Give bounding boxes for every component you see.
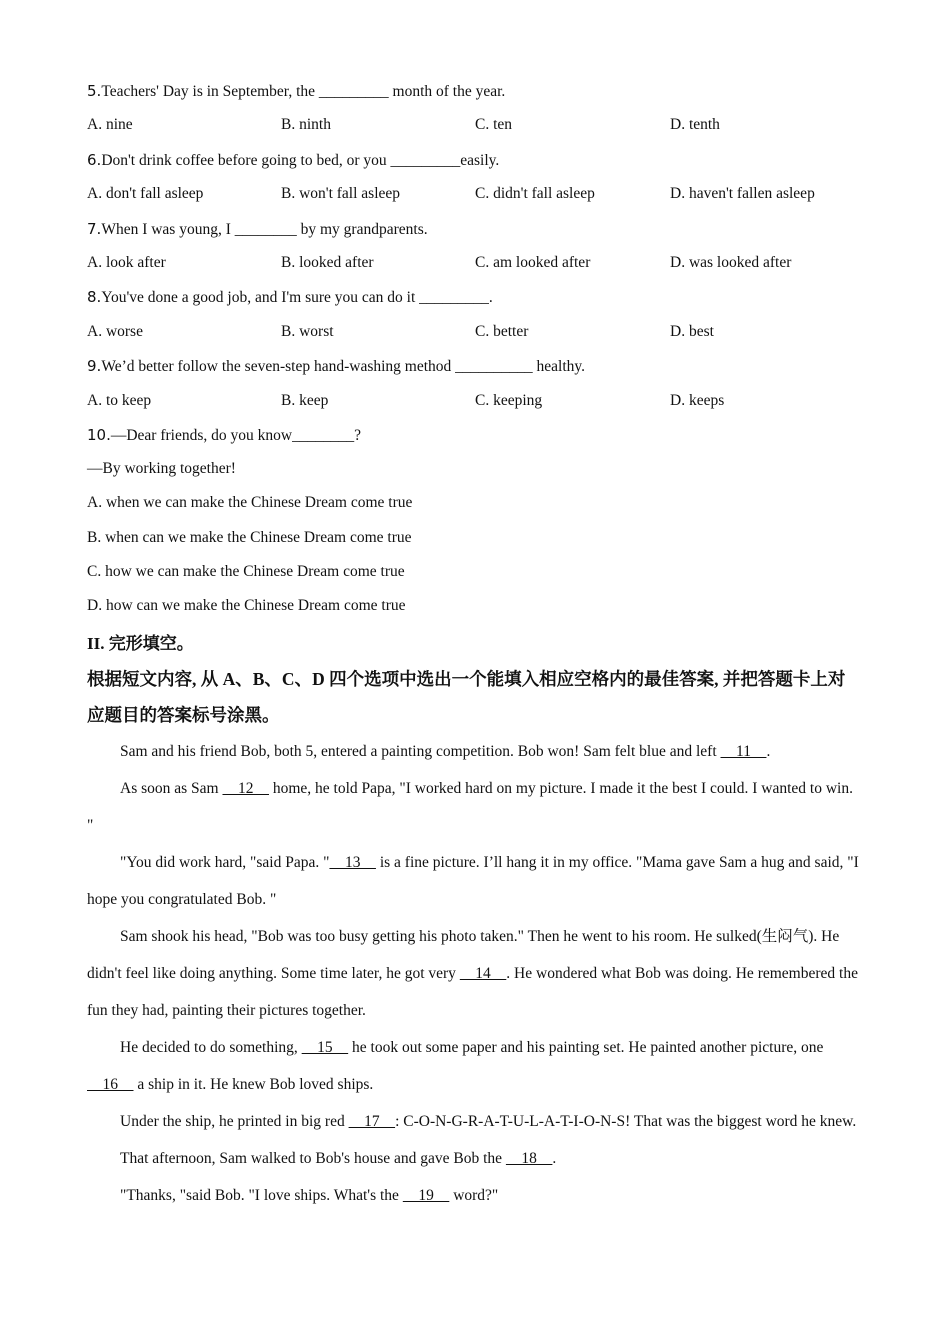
- option-d: D. keeps: [670, 391, 725, 409]
- question-8-options: [87, 319, 859, 353]
- blank-14: 14: [459, 965, 507, 983]
- passage-text: . He wondered what Bob was doing. He remembered the fun they had, painting their pictures together.: [87, 965, 858, 1020]
- question-number: 10.: [87, 425, 111, 444]
- blank-19: 19: [402, 1187, 450, 1205]
- passage-paragraph: [87, 918, 859, 1029]
- passage-text: home, he told Papa, "I worked hard on my picture. I made it the best I could. I wanted to win. ": [87, 780, 853, 835]
- question-6-options: [87, 181, 859, 215]
- option-c: C. didn't fall asleep: [475, 185, 595, 203]
- blank-16: 16: [87, 1076, 134, 1094]
- passage-text: .: [766, 743, 771, 761]
- question-text: Teachers' Day is in September, the _________ month of the year.: [101, 83, 506, 100]
- passage-text: As soon as Sam: [120, 780, 223, 798]
- question-7: [87, 216, 859, 250]
- question-10-reply: —By working together!: [87, 460, 236, 478]
- blank-13: 13: [329, 854, 376, 872]
- question-text: When I was young, I ________ by my grandparents.: [101, 220, 428, 238]
- passage-text: That afternoon, Sam walked to Bob's house and gave Bob the: [120, 1150, 506, 1168]
- question-text: We’d better follow the seven-step hand-washing method __________ healthy.: [101, 358, 586, 376]
- question-number: 7.: [87, 219, 102, 238]
- question-number: 9.: [87, 357, 102, 376]
- passage-text: he took out some paper and his painting set. He painted another picture, one: [348, 1039, 824, 1057]
- passage-text: "You did work hard, "said Papa. ": [120, 854, 330, 872]
- question-number: 6.: [87, 150, 102, 169]
- option-d: D. best: [670, 322, 714, 340]
- question-text: —Dear friends, do you know________?: [110, 426, 361, 444]
- passage-paragraph: [87, 1103, 859, 1140]
- question-7-options: [87, 250, 859, 284]
- blank-18: 18: [505, 1150, 553, 1168]
- question-number: 8.: [87, 288, 102, 307]
- option-c: C. better: [475, 322, 529, 340]
- option-b: B. ninth: [281, 116, 331, 134]
- question-text: Don't drink coffee before going to bed, or you _________easily.: [101, 151, 500, 169]
- option-a: A. to keep: [87, 391, 152, 409]
- option-a: A. nine: [87, 116, 133, 134]
- option-c: C. how we can make the Chinese Dream come true: [87, 562, 405, 580]
- question-9: [87, 353, 859, 387]
- passage-text: He decided to do something,: [120, 1039, 302, 1057]
- blank-11: 11: [720, 743, 767, 761]
- passage-paragraph: [87, 1029, 859, 1103]
- section-instruction: 根据短文内容, 从 A、B、C、D 四个选项中选出一个能填入相应空格内的最佳答案, 并把答题卡上对应题目的答案标号涂黑。: [87, 669, 846, 726]
- option-d: D. tenth: [670, 116, 720, 134]
- passage-text: Sam shook his head, "Bob was too busy getting his photo taken." Then he went to his room. He sulked(生闷气). He didn't feel like doing anything. Some time later, he got very: [87, 928, 840, 983]
- passage-paragraph: [87, 733, 859, 770]
- passage-text: .: [552, 1150, 557, 1168]
- blank-12: 12: [222, 780, 269, 798]
- option-d: D. was looked after: [670, 253, 792, 271]
- question-5: [87, 78, 859, 112]
- question-number: 5.: [87, 82, 102, 100]
- blank-15: 15: [301, 1039, 349, 1057]
- option-d: D. haven't fallen asleep: [670, 185, 815, 203]
- passage-text: : C-O-N-G-R-A-T-U-L-A-T-I-O-N-S! That was the biggest word he knew.: [395, 1113, 857, 1131]
- passage-text: word?": [449, 1187, 499, 1205]
- option-a: A. don't fall asleep: [87, 185, 204, 203]
- option-c: C. am looked after: [475, 253, 591, 271]
- option-d: D. how can we make the Chinese Dream come true: [87, 597, 406, 615]
- question-8: [87, 284, 859, 318]
- option-b: B. when can we make the Chinese Dream come true: [87, 528, 412, 546]
- question-6: [87, 147, 859, 181]
- option-a: A. look after: [87, 253, 166, 271]
- passage-paragraph: [87, 770, 859, 844]
- blank-17: 17: [348, 1113, 396, 1131]
- option-b: B. won't fall asleep: [281, 185, 401, 203]
- passage-text: Sam and his friend Bob, both 5, entered a painting competition. Bob won! Sam felt blue and left: [120, 743, 721, 761]
- passage-paragraph: [87, 1140, 859, 1177]
- passage-paragraph: [87, 844, 859, 918]
- document-page: [87, 78, 859, 1214]
- option-b: B. worst: [281, 322, 334, 340]
- question-9-options: [87, 388, 859, 422]
- option-b: B. looked after: [281, 253, 374, 271]
- option-c: C. keeping: [475, 391, 543, 409]
- passage-paragraph: [87, 1177, 859, 1214]
- question-text: You've done a good job, and I'm sure you can do it _________.: [101, 289, 493, 307]
- option-b: B. keep: [281, 391, 329, 409]
- option-c: C. ten: [475, 116, 513, 134]
- option-a: A. worse: [87, 322, 143, 340]
- passage-text: Under the ship, he printed in big red: [120, 1113, 349, 1131]
- section-title: II. 完形填空。: [87, 634, 194, 654]
- passage-text: a ship in it. He knew Bob loved ships.: [133, 1076, 374, 1094]
- option-a: A. when we can make the Chinese Dream come true: [87, 494, 413, 512]
- question-5-options: [87, 112, 859, 146]
- passage-text: "Thanks, "said Bob. "I love ships. What's the: [120, 1187, 403, 1205]
- passage-text: is a fine picture. I’ll hang it in my office. "Mama gave Sam a hug and said, "I hope you congratulated Bob. ": [87, 854, 859, 909]
- question-10: [87, 422, 859, 456]
